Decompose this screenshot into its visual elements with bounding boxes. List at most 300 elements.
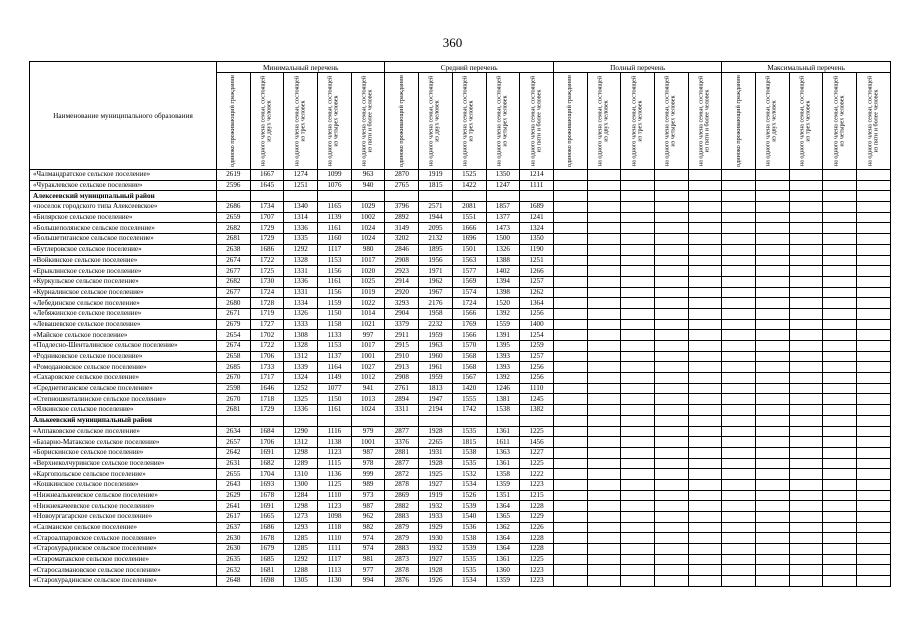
value-cell: 1729 bbox=[250, 405, 284, 416]
value-cell: 2194 bbox=[419, 405, 453, 416]
table-row bbox=[30, 351, 891, 362]
value-cell: 1077 bbox=[318, 383, 352, 394]
value-cell: 1361 bbox=[486, 426, 520, 437]
value-cell bbox=[857, 341, 891, 352]
value-cell: 2915 bbox=[385, 341, 419, 352]
value-cell: 974 bbox=[351, 544, 385, 555]
value-cell: 1158 bbox=[318, 319, 352, 330]
subcolumn-header bbox=[351, 73, 385, 170]
value-cell: 1678 bbox=[250, 533, 284, 544]
group-header: Средний перечень bbox=[385, 62, 553, 73]
value-cell: 1228 bbox=[520, 544, 554, 555]
value-cell bbox=[553, 383, 587, 394]
value-cell: 973 bbox=[351, 490, 385, 501]
value-cell: 1359 bbox=[486, 576, 520, 587]
value-cell bbox=[654, 394, 688, 405]
value-cell bbox=[654, 469, 688, 480]
value-cell bbox=[688, 512, 722, 523]
value-cell bbox=[823, 362, 857, 373]
value-cell: 1927 bbox=[419, 479, 453, 490]
value-cell bbox=[756, 362, 790, 373]
value-cell bbox=[789, 234, 823, 245]
value-cell: 1568 bbox=[452, 351, 486, 362]
value-cell bbox=[688, 287, 722, 298]
subcolumn-header-text: на одного члена семьи, состоящей из трех человек bbox=[293, 75, 307, 167]
value-cell: 1118 bbox=[318, 522, 352, 533]
value-cell: 1161 bbox=[318, 276, 352, 287]
value-cell: 1925 bbox=[419, 469, 453, 480]
table-row bbox=[30, 469, 891, 480]
value-cell: 2911 bbox=[385, 330, 419, 341]
value-cell bbox=[553, 447, 587, 458]
value-cell bbox=[756, 266, 790, 277]
value-cell bbox=[654, 223, 688, 234]
settlement-name: «Степношенталинское сельское поселение» bbox=[30, 394, 217, 405]
value-cell: 1706 bbox=[250, 437, 284, 448]
value-cell bbox=[823, 533, 857, 544]
value-cell: 2878 bbox=[385, 479, 419, 490]
value-cell: 1113 bbox=[318, 565, 352, 576]
value-cell bbox=[722, 512, 756, 523]
value-cell: 1933 bbox=[419, 512, 453, 523]
value-cell: 1336 bbox=[284, 276, 318, 287]
value-cell: 1024 bbox=[351, 234, 385, 245]
value-cell bbox=[587, 501, 621, 512]
value-cell bbox=[823, 319, 857, 330]
value-cell bbox=[823, 234, 857, 245]
value-cell bbox=[823, 437, 857, 448]
value-cell: 1254 bbox=[520, 330, 554, 341]
value-cell bbox=[553, 533, 587, 544]
value-cell: 2674 bbox=[217, 341, 251, 352]
value-cell bbox=[553, 565, 587, 576]
value-cell: 977 bbox=[351, 565, 385, 576]
value-cell: 1246 bbox=[486, 383, 520, 394]
value-cell bbox=[621, 544, 655, 555]
subcolumn-header-text: на одного члена семьи, состоящей из четырех человек bbox=[495, 75, 509, 167]
value-cell: 1540 bbox=[452, 512, 486, 523]
value-cell bbox=[553, 426, 587, 437]
table-row bbox=[30, 437, 891, 448]
value-cell bbox=[621, 202, 655, 213]
value-cell bbox=[789, 223, 823, 234]
value-cell: 1364 bbox=[486, 544, 520, 555]
settlement-name: «Борискинское сельское поселение» bbox=[30, 447, 217, 458]
value-cell bbox=[857, 554, 891, 565]
value-cell: 1130 bbox=[318, 576, 352, 587]
value-cell: 1241 bbox=[520, 212, 554, 223]
value-cell bbox=[789, 308, 823, 319]
value-cell bbox=[284, 191, 318, 202]
value-cell bbox=[654, 351, 688, 362]
value-cell: 1696 bbox=[452, 234, 486, 245]
value-cell bbox=[857, 447, 891, 458]
value-cell: 1525 bbox=[452, 170, 486, 181]
value-cell: 2914 bbox=[385, 276, 419, 287]
subcolumn-header-text: на одного члена семьи, состоящей из пяти и более человек bbox=[360, 75, 375, 167]
value-cell: 1686 bbox=[250, 244, 284, 255]
value-cell: 982 bbox=[351, 522, 385, 533]
value-cell: 1526 bbox=[452, 490, 486, 501]
value-cell bbox=[654, 308, 688, 319]
value-cell: 1930 bbox=[419, 533, 453, 544]
value-cell bbox=[722, 522, 756, 533]
value-cell bbox=[823, 244, 857, 255]
value-cell bbox=[688, 341, 722, 352]
value-cell bbox=[756, 223, 790, 234]
value-cell: 1111 bbox=[318, 544, 352, 555]
value-cell: 2904 bbox=[385, 308, 419, 319]
value-cell bbox=[823, 426, 857, 437]
value-cell: 3293 bbox=[385, 298, 419, 309]
value-cell bbox=[654, 244, 688, 255]
value-cell: 1139 bbox=[318, 212, 352, 223]
value-cell: 1742 bbox=[452, 405, 486, 416]
value-cell: 1724 bbox=[452, 298, 486, 309]
value-cell: 989 bbox=[351, 479, 385, 490]
value-cell bbox=[318, 415, 352, 426]
value-cell: 1682 bbox=[250, 458, 284, 469]
value-cell: 1359 bbox=[486, 479, 520, 490]
subcolumn-header-text: на одного члена семьи, состоящей из двух человек bbox=[765, 75, 779, 167]
value-cell: 1125 bbox=[318, 479, 352, 490]
value-cell: 1962 bbox=[419, 276, 453, 287]
value-cell bbox=[688, 191, 722, 202]
value-cell: 1229 bbox=[520, 512, 554, 523]
value-cell: 1326 bbox=[284, 308, 318, 319]
value-cell bbox=[722, 501, 756, 512]
value-cell bbox=[654, 362, 688, 373]
value-cell: 1222 bbox=[520, 469, 554, 480]
value-cell: 2617 bbox=[217, 512, 251, 523]
value-cell: 1932 bbox=[419, 544, 453, 555]
value-cell bbox=[486, 191, 520, 202]
value-cell: 1717 bbox=[250, 373, 284, 384]
value-cell: 2878 bbox=[385, 565, 419, 576]
value-cell bbox=[654, 319, 688, 330]
value-cell: 997 bbox=[351, 330, 385, 341]
subcolumn-header bbox=[520, 73, 554, 170]
value-cell bbox=[553, 287, 587, 298]
table-row bbox=[30, 576, 891, 587]
value-cell bbox=[654, 255, 688, 266]
value-cell bbox=[722, 533, 756, 544]
value-cell bbox=[857, 276, 891, 287]
table-row bbox=[30, 223, 891, 234]
value-cell bbox=[587, 298, 621, 309]
value-cell bbox=[587, 554, 621, 565]
value-cell bbox=[722, 373, 756, 384]
value-cell: 1273 bbox=[284, 512, 318, 523]
value-cell: 3376 bbox=[385, 437, 419, 448]
value-cell: 1259 bbox=[520, 341, 554, 352]
value-cell bbox=[789, 544, 823, 555]
value-cell bbox=[789, 533, 823, 544]
value-cell: 2761 bbox=[385, 383, 419, 394]
value-cell bbox=[587, 244, 621, 255]
table-row bbox=[30, 512, 891, 523]
subcolumn-header bbox=[250, 73, 284, 170]
value-cell: 1395 bbox=[486, 341, 520, 352]
value-cell bbox=[789, 415, 823, 426]
value-cell bbox=[857, 308, 891, 319]
value-cell: 2598 bbox=[217, 383, 251, 394]
value-cell bbox=[722, 202, 756, 213]
value-cell bbox=[587, 565, 621, 576]
value-cell: 1665 bbox=[250, 512, 284, 523]
value-cell: 1325 bbox=[284, 394, 318, 405]
subcolumn-header bbox=[217, 73, 251, 170]
value-cell bbox=[688, 554, 722, 565]
value-cell: 1284 bbox=[284, 490, 318, 501]
subcolumn-header-text: на одного члена семьи, состоящей из двух человек bbox=[428, 75, 442, 167]
value-cell bbox=[722, 298, 756, 309]
value-cell bbox=[823, 170, 857, 181]
value-cell bbox=[756, 522, 790, 533]
value-cell bbox=[621, 469, 655, 480]
value-cell bbox=[688, 437, 722, 448]
value-cell: 2095 bbox=[419, 223, 453, 234]
settlement-name: «Лебяжинское сельское поселение» bbox=[30, 308, 217, 319]
value-cell bbox=[654, 191, 688, 202]
value-cell bbox=[789, 212, 823, 223]
value-cell: 1719 bbox=[250, 308, 284, 319]
value-cell bbox=[621, 490, 655, 501]
value-cell bbox=[722, 341, 756, 352]
value-cell: 1926 bbox=[419, 576, 453, 587]
value-cell bbox=[587, 341, 621, 352]
value-cell: 1532 bbox=[452, 469, 486, 480]
subcolumn-header bbox=[722, 73, 756, 170]
value-cell bbox=[553, 298, 587, 309]
value-cell bbox=[217, 191, 251, 202]
value-cell: 1394 bbox=[486, 276, 520, 287]
subcolumn-header-text: на одного члена семьи, состоящей из трех человек bbox=[630, 75, 644, 167]
value-cell: 1305 bbox=[284, 576, 318, 587]
value-cell: 1927 bbox=[419, 554, 453, 565]
settlement-name: «Билярское сельское поселение» bbox=[30, 212, 217, 223]
value-cell bbox=[857, 576, 891, 587]
value-cell: 1223 bbox=[520, 565, 554, 576]
value-cell: 1702 bbox=[250, 330, 284, 341]
value-cell: 1137 bbox=[318, 351, 352, 362]
value-cell: 1551 bbox=[452, 212, 486, 223]
value-cell bbox=[688, 501, 722, 512]
value-cell: 2619 bbox=[217, 170, 251, 181]
value-cell bbox=[789, 170, 823, 181]
value-cell: 2641 bbox=[217, 501, 251, 512]
value-cell bbox=[553, 479, 587, 490]
settlement-name: «Нижнеалькеевское сельское поселение» bbox=[30, 490, 217, 501]
value-cell: 1308 bbox=[284, 330, 318, 341]
value-cell bbox=[756, 458, 790, 469]
value-cell: 1115 bbox=[318, 458, 352, 469]
value-cell bbox=[722, 447, 756, 458]
value-cell bbox=[553, 554, 587, 565]
value-cell: 2685 bbox=[217, 362, 251, 373]
value-cell: 2638 bbox=[217, 244, 251, 255]
value-cell: 1123 bbox=[318, 447, 352, 458]
value-cell bbox=[789, 437, 823, 448]
value-cell bbox=[857, 544, 891, 555]
value-cell: 1684 bbox=[250, 426, 284, 437]
value-cell bbox=[351, 191, 385, 202]
value-cell bbox=[789, 362, 823, 373]
value-cell: 1932 bbox=[419, 501, 453, 512]
value-cell bbox=[553, 576, 587, 587]
value-cell: 1391 bbox=[486, 330, 520, 341]
value-cell: 1358 bbox=[486, 469, 520, 480]
value-cell bbox=[621, 170, 655, 181]
value-cell bbox=[553, 180, 587, 191]
value-cell bbox=[722, 362, 756, 373]
value-cell bbox=[823, 479, 857, 490]
value-cell: 1393 bbox=[486, 351, 520, 362]
value-cell bbox=[621, 362, 655, 373]
value-cell: 2677 bbox=[217, 266, 251, 277]
value-cell bbox=[857, 180, 891, 191]
value-cell: 1666 bbox=[452, 223, 486, 234]
value-cell bbox=[587, 426, 621, 437]
value-cell bbox=[654, 276, 688, 287]
value-cell bbox=[587, 544, 621, 555]
section-row bbox=[30, 191, 891, 202]
value-cell: 1228 bbox=[520, 533, 554, 544]
value-cell: 1017 bbox=[351, 255, 385, 266]
value-cell: 1312 bbox=[284, 437, 318, 448]
value-cell: 1012 bbox=[351, 373, 385, 384]
value-cell: 1363 bbox=[486, 447, 520, 458]
value-cell bbox=[621, 426, 655, 437]
value-cell bbox=[823, 223, 857, 234]
settlement-name: «Аппаковское сельское поселение» bbox=[30, 426, 217, 437]
value-cell: 1815 bbox=[419, 180, 453, 191]
value-cell bbox=[688, 202, 722, 213]
value-cell: 1813 bbox=[419, 383, 453, 394]
value-cell bbox=[823, 554, 857, 565]
value-cell: 1136 bbox=[318, 469, 352, 480]
table-row bbox=[30, 170, 891, 181]
value-cell: 1331 bbox=[284, 287, 318, 298]
value-cell: 1693 bbox=[250, 479, 284, 490]
value-cell bbox=[587, 383, 621, 394]
value-cell: 2881 bbox=[385, 447, 419, 458]
value-cell: 1165 bbox=[318, 202, 352, 213]
subcolumn-header-text: на одного члена семьи, состоящей из двух человек bbox=[596, 75, 610, 167]
value-cell: 1159 bbox=[318, 298, 352, 309]
settlement-name: «Майское сельское поселение» bbox=[30, 330, 217, 341]
value-cell bbox=[789, 266, 823, 277]
value-cell bbox=[621, 298, 655, 309]
value-cell: 1534 bbox=[452, 576, 486, 587]
value-cell: 1928 bbox=[419, 426, 453, 437]
value-cell: 2643 bbox=[217, 479, 251, 490]
value-cell bbox=[789, 479, 823, 490]
value-cell bbox=[789, 458, 823, 469]
value-cell bbox=[654, 512, 688, 523]
value-cell bbox=[857, 501, 891, 512]
value-cell bbox=[654, 287, 688, 298]
value-cell bbox=[857, 394, 891, 405]
value-cell bbox=[756, 469, 790, 480]
value-cell bbox=[688, 351, 722, 362]
value-cell bbox=[385, 191, 419, 202]
value-cell: 1225 bbox=[520, 426, 554, 437]
value-cell: 1704 bbox=[250, 469, 284, 480]
value-cell: 2670 bbox=[217, 394, 251, 405]
subcolumn-header-text: на одного члена семьи, состоящей из пяти и более человек bbox=[529, 75, 543, 167]
value-cell: 2176 bbox=[419, 298, 453, 309]
value-cell bbox=[688, 319, 722, 330]
table-row bbox=[30, 298, 891, 309]
value-cell bbox=[452, 415, 486, 426]
value-cell: 1256 bbox=[520, 308, 554, 319]
value-cell: 2682 bbox=[217, 223, 251, 234]
value-cell bbox=[857, 437, 891, 448]
value-cell: 1534 bbox=[452, 479, 486, 490]
value-cell bbox=[587, 319, 621, 330]
value-cell: 2870 bbox=[385, 170, 419, 181]
value-cell bbox=[823, 415, 857, 426]
value-cell: 1538 bbox=[452, 533, 486, 544]
value-cell bbox=[857, 287, 891, 298]
value-cell bbox=[553, 544, 587, 555]
value-cell: 1161 bbox=[318, 223, 352, 234]
value-cell bbox=[654, 266, 688, 277]
value-cell: 2883 bbox=[385, 512, 419, 523]
value-cell bbox=[722, 319, 756, 330]
value-cell bbox=[621, 522, 655, 533]
value-cell bbox=[621, 266, 655, 277]
value-cell: 1164 bbox=[318, 362, 352, 373]
value-cell: 1298 bbox=[284, 501, 318, 512]
value-cell: 1150 bbox=[318, 394, 352, 405]
value-cell: 1402 bbox=[486, 266, 520, 277]
value-cell: 1577 bbox=[452, 266, 486, 277]
value-cell: 1958 bbox=[419, 308, 453, 319]
subcolumn-header bbox=[823, 73, 857, 170]
table-row bbox=[30, 490, 891, 501]
value-cell bbox=[857, 565, 891, 576]
value-cell bbox=[654, 180, 688, 191]
value-cell bbox=[621, 533, 655, 544]
value-cell: 2655 bbox=[217, 469, 251, 480]
value-cell bbox=[621, 576, 655, 587]
group-header: Минимальный перечень bbox=[217, 62, 385, 73]
value-cell bbox=[520, 415, 554, 426]
value-cell bbox=[722, 576, 756, 587]
table-row bbox=[30, 180, 891, 191]
value-cell bbox=[823, 255, 857, 266]
subcolumn-header-text: на одного члена семьи, состоящей из четырех человек bbox=[664, 75, 678, 167]
value-cell: 1919 bbox=[419, 170, 453, 181]
value-cell bbox=[284, 415, 318, 426]
value-cell bbox=[688, 298, 722, 309]
value-cell bbox=[789, 469, 823, 480]
value-cell: 2846 bbox=[385, 244, 419, 255]
value-cell bbox=[823, 522, 857, 533]
table-row bbox=[30, 341, 891, 352]
table-row bbox=[30, 447, 891, 458]
value-cell: 1729 bbox=[250, 223, 284, 234]
table-row bbox=[30, 554, 891, 565]
settlement-name: «Куркульское сельское поселение» bbox=[30, 276, 217, 287]
value-cell bbox=[722, 469, 756, 480]
value-cell: 1377 bbox=[486, 212, 520, 223]
value-cell: 1364 bbox=[486, 533, 520, 544]
value-cell bbox=[789, 576, 823, 587]
value-cell: 1895 bbox=[419, 244, 453, 255]
